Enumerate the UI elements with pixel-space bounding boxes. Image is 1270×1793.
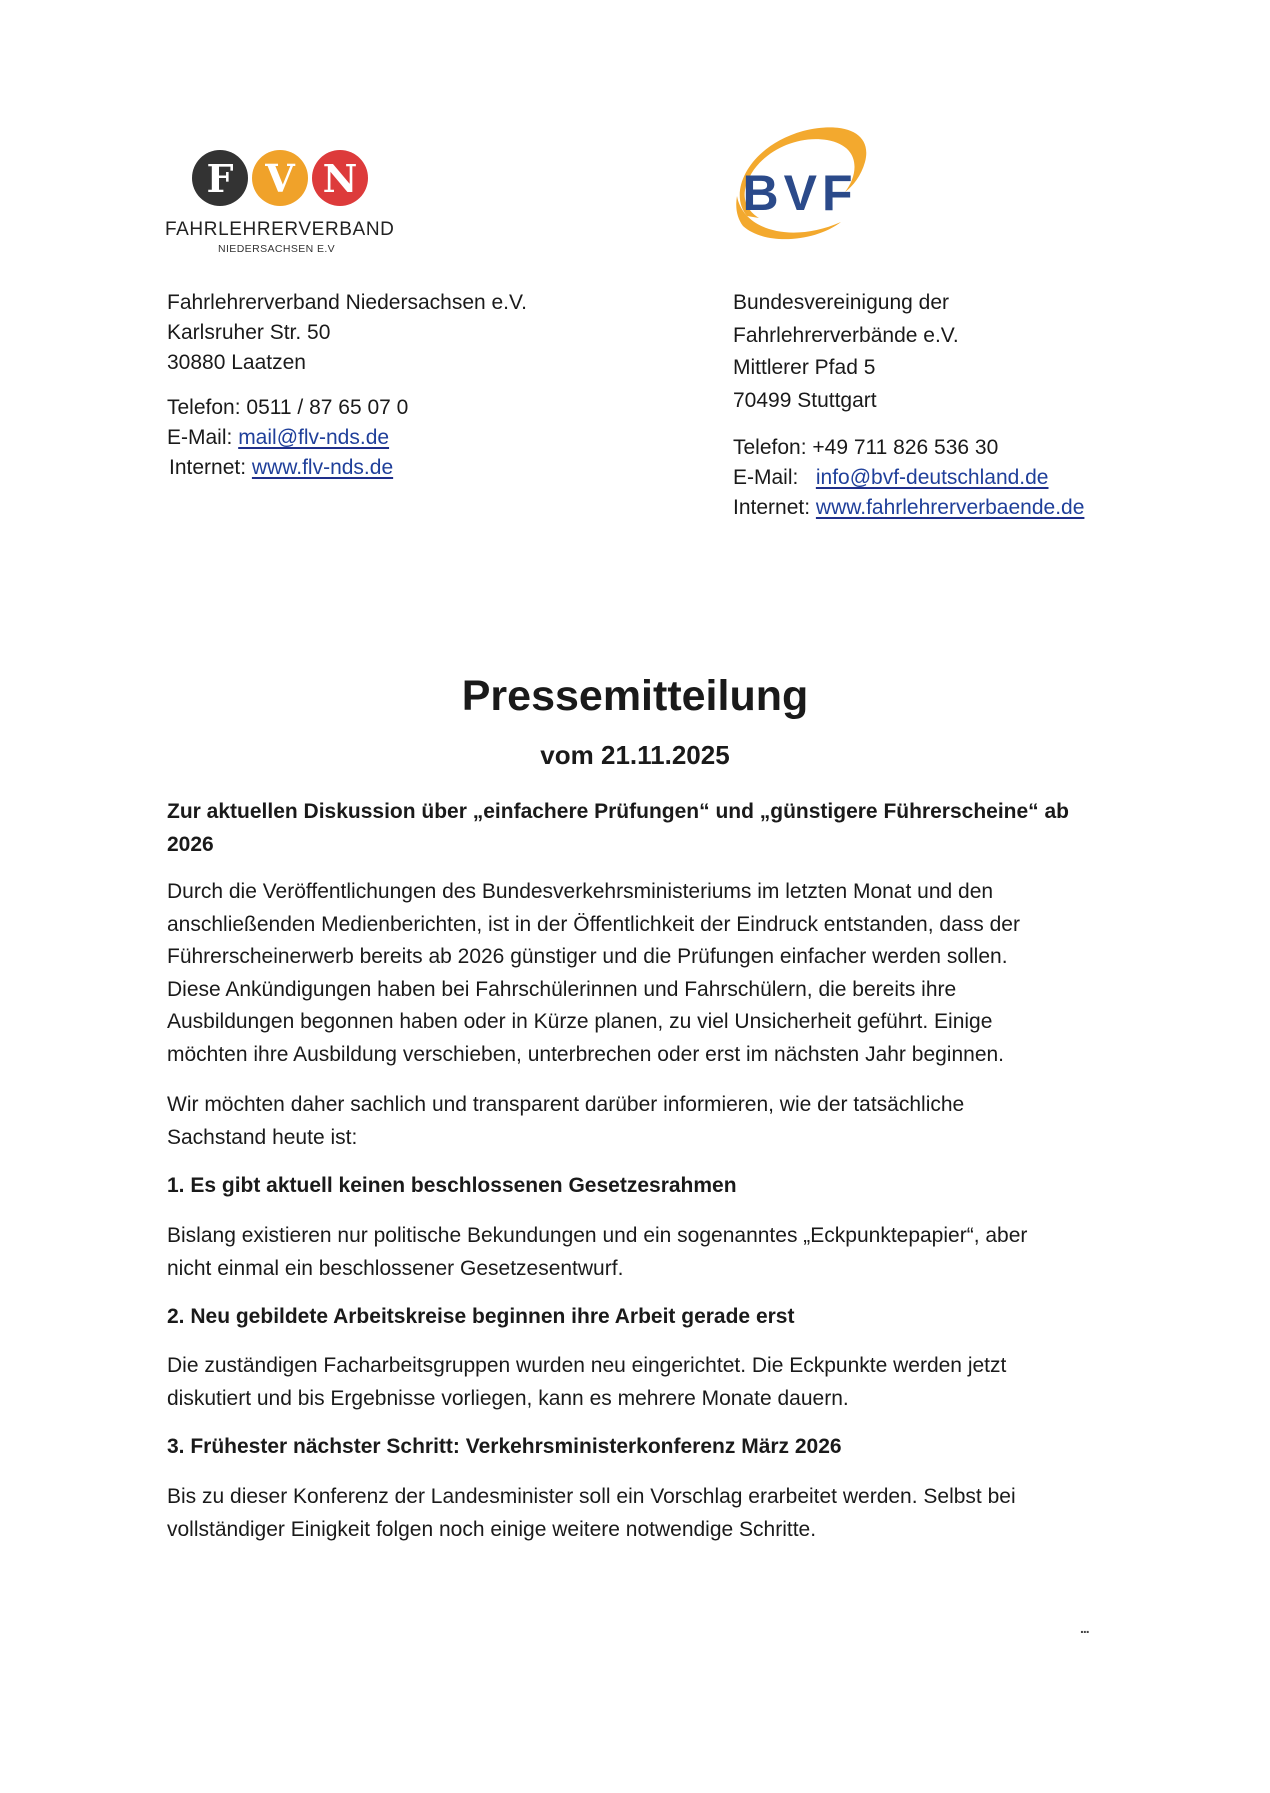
sender-right-phone: +49 711 826 536 30 [812,436,999,459]
sender-left [167,288,527,378]
paragraph-line: Ausbildungen begonnen haben oder in Kürze planen, zu viel Unsicherheit geführt. Einige [167,1010,993,1034]
sender-right-web-link[interactable]: www.fahrlehrerverbaende.de [815,496,1085,519]
fvn-letter-f: F [206,156,234,201]
sender-left-email-row [167,423,408,453]
point-2-text [167,1350,1117,1415]
point-3-heading: 3. Frühester nächster Schritt: Verkehrsministerkonferenz März 2026 [167,1435,842,1458]
point-3-text [167,1481,1117,1546]
page-title: Pressemitteilung [461,672,809,720]
paragraph-line: Bislang existieren nur politische Bekundungen und ein sogenanntes „Eckpunktepapier“, aber [167,1224,1028,1247]
web-label: Internet: [733,496,811,519]
sender-left-phone-row [167,393,408,423]
fvn-logo [160,145,410,260]
point-2-heading: 2. Neu gebildete Arbeitskreise beginnen ihre Arbeit gerade erst [167,1305,795,1328]
sender-left-street: Karlsruher Str. 50 [167,321,331,344]
fvn-letter-v: V [265,156,295,201]
paragraph-line: Sachstand heute ist: [167,1125,358,1149]
sender-left-web-row [167,453,408,483]
paragraph-line: Wir möchten daher sachlich und transparent darüber informieren, wie der tatsächliche [167,1093,965,1116]
sender-right-street: Mittlerer Pfad 5 [733,356,876,379]
paragraph-line: vollständiger Einigkeit folgen noch einige weitere notwendige Schritte. [167,1517,817,1541]
sender-right-email-link[interactable]: info@bvf-deutschland.de [815,466,1049,489]
document-date: vom 21.11.2025 [540,740,730,770]
fvn-logo-sub: NIEDERSACHSEN E.V [218,243,336,255]
intro-paragraph [167,876,1117,1072]
sender-right-name-2: Fahrlehrerverbände e.V. [733,323,959,347]
web-label: Internet: [169,456,247,479]
paragraph-line: möchten ihre Ausbildung verschieben, unterbrechen oder erst im nächsten Jahr beginnen. [167,1042,1005,1066]
sender-right-city: 70499 Stuttgart [733,388,877,412]
sender-left-phone: 0511 / 87 65 07 0 [246,396,409,419]
fvn-letter-n: N [322,156,358,201]
headline [167,795,1117,861]
fvn-circles [160,145,410,215]
sender-left-city: 30880 Laatzen [167,351,306,374]
email-label: E-Mail: [733,466,799,489]
paragraph-line: nicht einmal ein beschlossener Gesetzesentwurf. [167,1256,624,1280]
sender-right-email-row [733,463,1084,493]
sender-left-email-link[interactable]: mail@flv-nds.de [238,426,390,449]
email-label: E-Mail: [167,426,233,449]
sender-left-web-link[interactable]: www.flv-nds.de [251,456,394,479]
sender-left-name: Fahrlehrerverband Niedersachsen e.V. [167,291,527,314]
point-1-heading: 1. Es gibt aktuell keinen beschlossenen Gesetzesrahmen [167,1174,737,1197]
paragraph-line: Diese Ankündigungen haben bei Fahrschülerinnen und Fahrschülern, die bereits ihre [167,977,957,1001]
paragraph-line: Die zuständigen Facharbeitsgruppen wurden neu eingerichtet. Die Eckpunkte werden jetzt [167,1354,1007,1377]
sender-right-phone-row [733,433,1084,463]
phone-label: Telefon: [733,436,807,459]
bvf-logo-text: BVF [742,165,858,221]
sender-right-name-1: Bundesvereinigung der [733,291,949,314]
headline-line: Zur aktuellen Diskussion über „einfachere Prüfungen“ und „günstigere Führerscheine“ ab [167,800,1070,823]
sender-right-contact [733,433,1084,523]
continuation-marker: ... [1080,1620,1089,1636]
sender-right-web-row [733,493,1084,523]
fvn-logo-name: FAHRLEHRERVERBAND [165,219,395,240]
paragraph-line: anschließenden Medienberichten, ist in der Öffentlichkeit der Eindruck entstanden, dass der [167,912,1020,936]
sender-left-contact [167,393,408,483]
headline-line: 2026 [167,833,214,856]
bvf-swoosh-icon [725,118,875,253]
bvf-logo [725,118,875,253]
sender-right [733,287,959,417]
phone-label: Telefon: [167,396,241,419]
paragraph-line: Durch die Veröffentlichungen des Bundesverkehrsministeriums im letzten Monat und den [167,880,994,903]
paragraph-line: Bis zu dieser Konferenz der Landesminister soll ein Vorschlag erarbeitet werden. Selbst bei [167,1485,1016,1508]
paragraph-line: diskutiert und bis Ergebnisse vorliegen, kann es mehrere Monate dauern. [167,1386,849,1410]
paragraph-line: Führerscheinerwerb bereits ab 2026 günstiger und die Prüfungen einfacher werden sollen. [167,945,1008,969]
point-1-text [167,1220,1117,1285]
lead-paragraph [167,1089,1117,1154]
